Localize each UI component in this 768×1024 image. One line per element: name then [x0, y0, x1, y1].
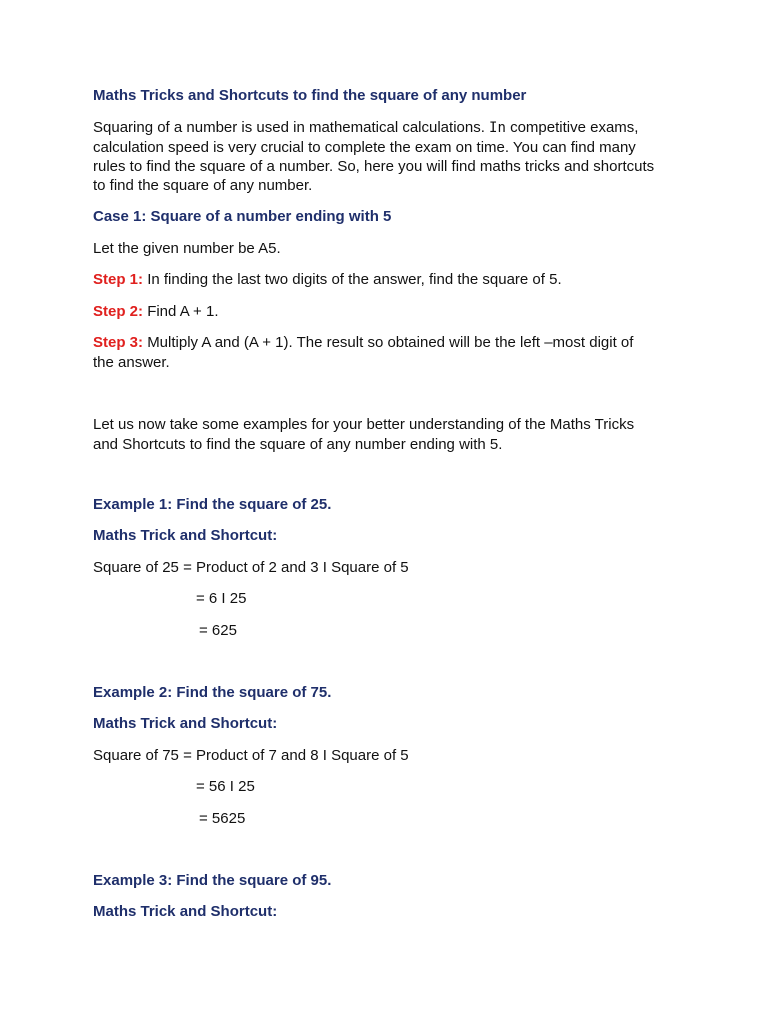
step-3 — [93, 333, 633, 353]
step-3-text: Multiply A and (A + 1). The result so obtained will be the left –most digit of — [147, 334, 634, 351]
case1-heading: Case 1: Square of a number ending with 5 — [93, 208, 392, 225]
intro-line-2: calculation speed is very crucial to complete the exam on time. You can find many — [93, 139, 636, 156]
document-title: Maths Tricks and Shortcuts to find the square of any number — [93, 87, 527, 104]
step-2-text: Find A + 1. — [147, 303, 219, 320]
case1-given: Let the given number be A5. — [93, 240, 281, 257]
intro-line-1 — [93, 118, 638, 138]
example-2-heading: Example 2: Find the square of 75. — [93, 684, 332, 701]
step-2-label: Step 2: — [93, 303, 144, 320]
examples-intro-line-1: Let us now take some examples for your better understanding of the Maths Tricks — [93, 416, 635, 433]
example-3-heading: Example 3: Find the square of 95. — [93, 872, 332, 889]
step-1 — [93, 270, 562, 290]
intro-line-4: to find the square of any number. — [93, 177, 313, 194]
step-3-label: Step 3: — [93, 334, 144, 351]
example-3-subheading: Maths Trick and Shortcut: — [93, 903, 278, 920]
example-1-line-2: = 6 I 25 — [196, 590, 247, 607]
document-page — [93, 0, 683, 1024]
step-1-label: Step 1: — [93, 271, 144, 288]
example-2-line-3: = 5625 — [199, 810, 246, 827]
example-2-line-2: = 56 I 25 — [196, 778, 255, 795]
step-3-continuation: the answer. — [93, 354, 170, 371]
example-1-line-1: Square of 25 = Product of 2 and 3 I Square of 5 — [93, 559, 409, 576]
example-2-line-1: Square of 75 = Product of 7 and 8 I Square of 5 — [93, 747, 409, 764]
example-1-heading: Example 1: Find the square of 25. — [93, 496, 332, 513]
step-2 — [93, 302, 219, 322]
examples-intro-line-2: and Shortcuts to find the square of any number ending with 5. — [93, 436, 503, 453]
intro-line-3: rules to find the square of a number. So, here you will find maths tricks and shortcuts — [93, 158, 655, 175]
example-2-subheading: Maths Trick and Shortcut: — [93, 715, 278, 732]
step-1-text: In finding the last two digits of the answer, find the square of 5. — [147, 271, 562, 288]
example-1-subheading: Maths Trick and Shortcut: — [93, 527, 278, 544]
intro-mono-word: In — [489, 120, 506, 136]
intro-text-part2: competitive exams, — [510, 119, 639, 136]
example-1-line-3: = 625 — [199, 622, 237, 639]
intro-text-part1: Squaring of a number is used in mathematical calculations. — [93, 119, 485, 136]
